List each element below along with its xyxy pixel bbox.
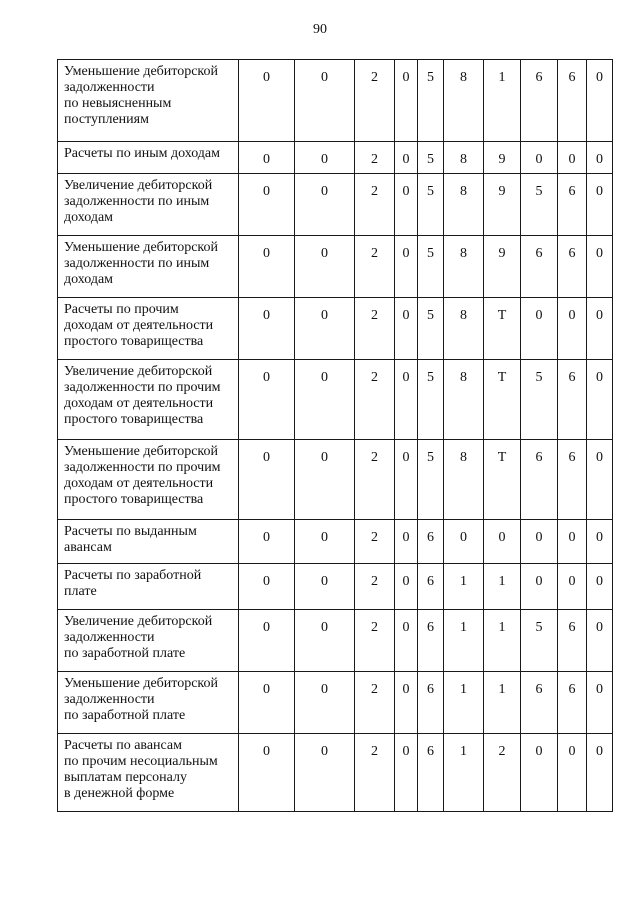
table-row bbox=[58, 60, 613, 142]
code-digit: 0 bbox=[295, 60, 355, 142]
code-digit: 5 bbox=[418, 440, 444, 520]
code-digit: 1 bbox=[444, 734, 484, 812]
code-digit: 5 bbox=[521, 174, 558, 236]
code-digit: 0 bbox=[558, 564, 587, 610]
code-digit: 0 bbox=[295, 142, 355, 174]
code-digit: 0 bbox=[295, 564, 355, 610]
code-digit: 0 bbox=[239, 610, 295, 672]
account-name-cell bbox=[58, 672, 239, 734]
code-digit: 8 bbox=[444, 236, 484, 298]
code-digit: 0 bbox=[587, 672, 613, 734]
code-digit: 8 bbox=[444, 60, 484, 142]
code-digit: 0 bbox=[395, 360, 418, 440]
code-digit: 6 bbox=[418, 610, 444, 672]
code-digit: 8 bbox=[444, 440, 484, 520]
code-digit: 0 bbox=[295, 734, 355, 812]
code-digit: 6 bbox=[521, 672, 558, 734]
code-digit: 6 bbox=[558, 672, 587, 734]
code-digit: 6 bbox=[418, 672, 444, 734]
code-digit: 2 bbox=[355, 520, 395, 564]
code-digit: 6 bbox=[418, 564, 444, 610]
code-digit: 2 bbox=[355, 564, 395, 610]
account-name-cell bbox=[58, 298, 239, 360]
account-name-cell bbox=[58, 440, 239, 520]
code-digit: Т bbox=[484, 440, 521, 520]
code-digit: 8 bbox=[444, 142, 484, 174]
code-digit: 5 bbox=[418, 174, 444, 236]
code-digit: 0 bbox=[295, 672, 355, 734]
code-digit: 2 bbox=[355, 142, 395, 174]
code-digit: 0 bbox=[587, 610, 613, 672]
account-name-cell bbox=[58, 360, 239, 440]
code-digit: 0 bbox=[295, 440, 355, 520]
code-digit: 0 bbox=[239, 142, 295, 174]
table-row bbox=[58, 360, 613, 440]
code-digit: 0 bbox=[239, 564, 295, 610]
code-digit: 0 bbox=[587, 298, 613, 360]
code-digit: 0 bbox=[395, 236, 418, 298]
code-digit: 9 bbox=[484, 236, 521, 298]
table-row bbox=[58, 142, 613, 174]
account-name: Расчеты по выданным авансам bbox=[64, 524, 197, 555]
code-digit: 9 bbox=[484, 142, 521, 174]
code-digit: 1 bbox=[484, 672, 521, 734]
code-digit: 6 bbox=[521, 440, 558, 520]
code-digit: 0 bbox=[587, 142, 613, 174]
code-digit: 2 bbox=[355, 672, 395, 734]
code-digit: 5 bbox=[418, 298, 444, 360]
account-name: Расчеты по заработной плате bbox=[64, 568, 202, 599]
code-digit: 0 bbox=[239, 236, 295, 298]
code-digit: 0 bbox=[444, 520, 484, 564]
account-name: Уменьшение дебиторской задолженности по иным доходам bbox=[64, 240, 219, 287]
code-digit: 6 bbox=[558, 60, 587, 142]
code-digit: 5 bbox=[418, 60, 444, 142]
account-name-cell bbox=[58, 142, 239, 174]
code-digit: 0 bbox=[239, 440, 295, 520]
code-digit: 0 bbox=[295, 360, 355, 440]
code-digit: 2 bbox=[355, 60, 395, 142]
table-row bbox=[58, 236, 613, 298]
code-digit: 0 bbox=[587, 236, 613, 298]
code-digit: 0 bbox=[295, 236, 355, 298]
account-name: Уменьшение дебиторской задолженности по невыясненным поступлениям bbox=[64, 64, 219, 127]
code-digit: 1 bbox=[444, 610, 484, 672]
code-digit: 2 bbox=[355, 298, 395, 360]
account-name-cell bbox=[58, 610, 239, 672]
code-digit: 0 bbox=[239, 360, 295, 440]
account-name: Расчеты по иным доходам bbox=[64, 146, 220, 161]
code-digit: 6 bbox=[558, 236, 587, 298]
code-digit: 0 bbox=[239, 672, 295, 734]
code-digit: 9 bbox=[484, 174, 521, 236]
table-row bbox=[58, 564, 613, 610]
code-digit: 0 bbox=[587, 360, 613, 440]
account-name-cell bbox=[58, 564, 239, 610]
table-row bbox=[58, 734, 613, 812]
code-digit: 6 bbox=[521, 236, 558, 298]
code-digit: 5 bbox=[418, 142, 444, 174]
code-digit: 6 bbox=[521, 60, 558, 142]
code-digit: 5 bbox=[521, 610, 558, 672]
code-digit: 0 bbox=[521, 734, 558, 812]
code-digit: 0 bbox=[239, 734, 295, 812]
code-digit: 0 bbox=[395, 440, 418, 520]
code-digit: 6 bbox=[558, 440, 587, 520]
code-digit: 0 bbox=[395, 142, 418, 174]
code-digit: 0 bbox=[587, 174, 613, 236]
code-digit: 0 bbox=[395, 734, 418, 812]
code-digit: 5 bbox=[521, 360, 558, 440]
account-name-cell bbox=[58, 520, 239, 564]
code-digit: 0 bbox=[239, 174, 295, 236]
account-name: Уменьшение дебиторской задолженности по заработной плате bbox=[64, 676, 219, 723]
code-digit: 0 bbox=[395, 520, 418, 564]
account-name: Увеличение дебиторской задолженности по заработной плате bbox=[64, 614, 213, 661]
account-name-cell bbox=[58, 174, 239, 236]
code-digit: 6 bbox=[418, 520, 444, 564]
code-digit: 1 bbox=[484, 60, 521, 142]
code-digit: 0 bbox=[395, 564, 418, 610]
code-digit: 2 bbox=[355, 174, 395, 236]
code-digit: 6 bbox=[558, 174, 587, 236]
table-row bbox=[58, 520, 613, 564]
code-digit: 0 bbox=[395, 60, 418, 142]
code-digit: Т bbox=[484, 298, 521, 360]
code-digit: 0 bbox=[558, 142, 587, 174]
code-digit: 0 bbox=[395, 174, 418, 236]
account-name-cell bbox=[58, 60, 239, 142]
code-digit: 0 bbox=[295, 298, 355, 360]
code-digit: 1 bbox=[444, 672, 484, 734]
code-digit: 0 bbox=[558, 520, 587, 564]
code-digit: 0 bbox=[587, 60, 613, 142]
table-row bbox=[58, 672, 613, 734]
code-digit: 8 bbox=[444, 360, 484, 440]
code-digit: 0 bbox=[239, 520, 295, 564]
code-digit: 5 bbox=[418, 360, 444, 440]
account-name: Уменьшение дебиторской задолженности по прочим доходам от деятельности простого товарищества bbox=[64, 444, 221, 507]
code-digit: 0 bbox=[587, 734, 613, 812]
table-row bbox=[58, 610, 613, 672]
code-digit: 0 bbox=[587, 520, 613, 564]
account-name: Увеличение дебиторской задолженности по прочим доходам от деятельности простого товарищества bbox=[64, 364, 221, 427]
code-digit: 0 bbox=[239, 60, 295, 142]
code-digit: 6 bbox=[558, 360, 587, 440]
code-digit: 8 bbox=[444, 174, 484, 236]
code-digit: 1 bbox=[444, 564, 484, 610]
code-digit: 0 bbox=[395, 610, 418, 672]
code-digit: 0 bbox=[587, 564, 613, 610]
code-digit: 2 bbox=[355, 734, 395, 812]
account-name: Расчеты по авансам по прочим несоциальным выплатам персоналу в денежной форме bbox=[64, 738, 218, 801]
code-digit: 1 bbox=[484, 610, 521, 672]
code-digit: 0 bbox=[587, 440, 613, 520]
account-name-cell bbox=[58, 236, 239, 298]
code-digit: 0 bbox=[395, 672, 418, 734]
code-digit: 2 bbox=[484, 734, 521, 812]
code-digit: 0 bbox=[295, 520, 355, 564]
account-codes-table bbox=[57, 59, 613, 812]
code-digit: 5 bbox=[418, 236, 444, 298]
code-digit: 2 bbox=[355, 440, 395, 520]
code-digit: 0 bbox=[558, 298, 587, 360]
account-name: Увеличение дебиторской задолженности по иным доходам bbox=[64, 178, 213, 225]
code-digit: 0 bbox=[239, 298, 295, 360]
code-digit: 6 bbox=[418, 734, 444, 812]
code-digit: 0 bbox=[395, 298, 418, 360]
code-digit: 0 bbox=[521, 142, 558, 174]
account-name-cell bbox=[58, 734, 239, 812]
code-digit: 2 bbox=[355, 360, 395, 440]
code-digit: 0 bbox=[521, 298, 558, 360]
code-digit: 8 bbox=[444, 298, 484, 360]
code-digit: 1 bbox=[484, 564, 521, 610]
code-digit: 0 bbox=[484, 520, 521, 564]
code-digit: 0 bbox=[558, 734, 587, 812]
code-digit: 6 bbox=[558, 610, 587, 672]
code-digit: 2 bbox=[355, 610, 395, 672]
code-digit: 0 bbox=[295, 610, 355, 672]
table-row bbox=[58, 174, 613, 236]
table-row bbox=[58, 440, 613, 520]
account-name: Расчеты по прочим доходам от деятельности простого товарищества bbox=[64, 302, 214, 349]
page-number: 90 bbox=[313, 22, 327, 37]
table-row bbox=[58, 298, 613, 360]
code-digit: 0 bbox=[521, 520, 558, 564]
code-digit: 2 bbox=[355, 236, 395, 298]
code-digit: 0 bbox=[521, 564, 558, 610]
code-digit: Т bbox=[484, 360, 521, 440]
code-digit: 0 bbox=[295, 174, 355, 236]
